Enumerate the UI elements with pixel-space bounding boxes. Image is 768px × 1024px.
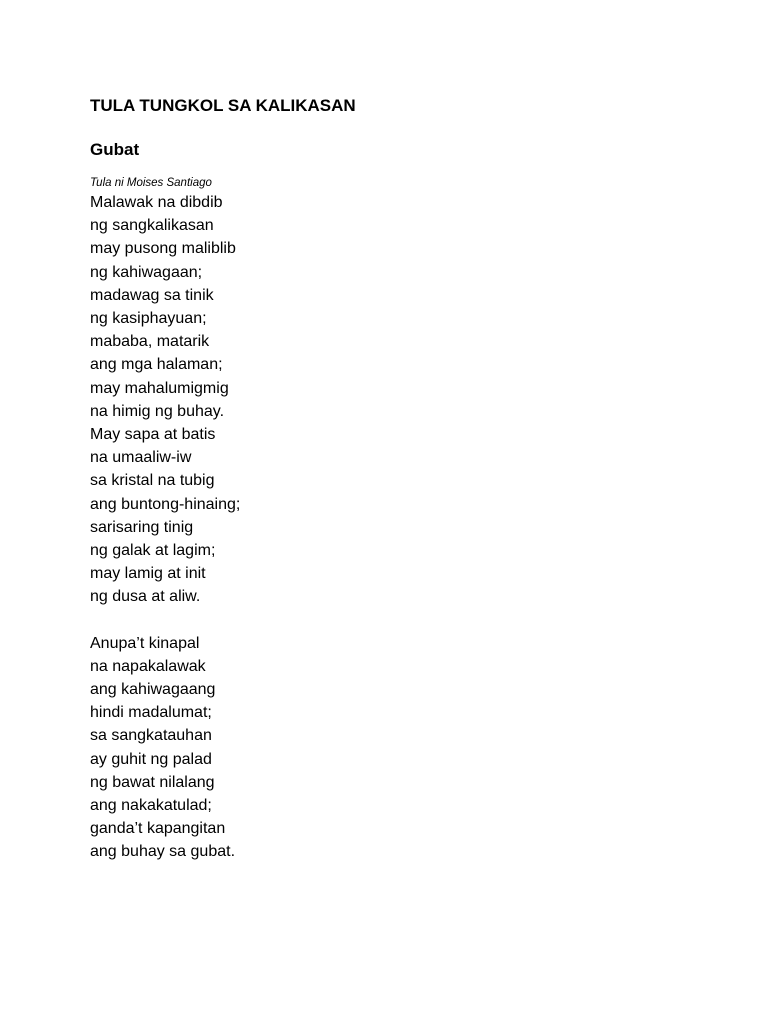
poem-line: madawag sa tinik <box>90 286 214 304</box>
poem-line: ng kahiwagaan; <box>90 263 203 281</box>
poem-line: ng kasiphayuan; <box>90 310 207 328</box>
poem-line: ang kahiwagaang <box>90 681 216 699</box>
stanza-1 <box>90 191 710 609</box>
poem-line: may lamig at init <box>90 565 206 583</box>
poem-line: ay guhit ng palad <box>90 750 212 768</box>
poem-line: na napakalawak <box>90 657 206 675</box>
poem-line: ng dusa at aliw. <box>90 588 201 606</box>
poem-line: ang buhay sa gubat. <box>90 843 236 861</box>
poem-line: ang nakakatulad; <box>90 797 212 815</box>
poem-line: may pusong maliblib <box>90 240 236 258</box>
author-line: Tula ni Moises Santiago <box>90 177 212 189</box>
poem-line: hindi madalumat; <box>90 704 212 722</box>
poem-line: ang buntong-hinaing; <box>90 495 241 513</box>
poem-line: na umaaliw-iw <box>90 449 192 467</box>
document-title: TULA TUNGKOL SA KALIKASAN <box>90 96 356 115</box>
stanza-2 <box>90 632 710 864</box>
poem-line: Malawak na dibdib <box>90 194 223 211</box>
poem-line: ganda’t kapangitan <box>90 820 226 838</box>
poem-line: Anupa’t kinapal <box>90 634 200 652</box>
poem-line: sarisaring tinig <box>90 518 194 536</box>
poem-title: Gubat <box>90 140 140 159</box>
poem-line: ng bawat nilalang <box>90 773 215 791</box>
poem-line: ang mga halaman; <box>90 356 223 374</box>
poem-line: ng sangkalikasan <box>90 217 214 235</box>
poem-line: may mahalumigmig <box>90 379 229 397</box>
poem-line: May sapa at batis <box>90 426 216 444</box>
poem-line: mababa, matarik <box>90 333 210 351</box>
poem-line: sa sangkatauhan <box>90 727 212 745</box>
poem-line: na himig ng buhay. <box>90 402 225 420</box>
poem-line: ng galak at lagim; <box>90 542 216 560</box>
poem-line: sa kristal na tubig <box>90 472 215 490</box>
document-page <box>90 94 710 864</box>
